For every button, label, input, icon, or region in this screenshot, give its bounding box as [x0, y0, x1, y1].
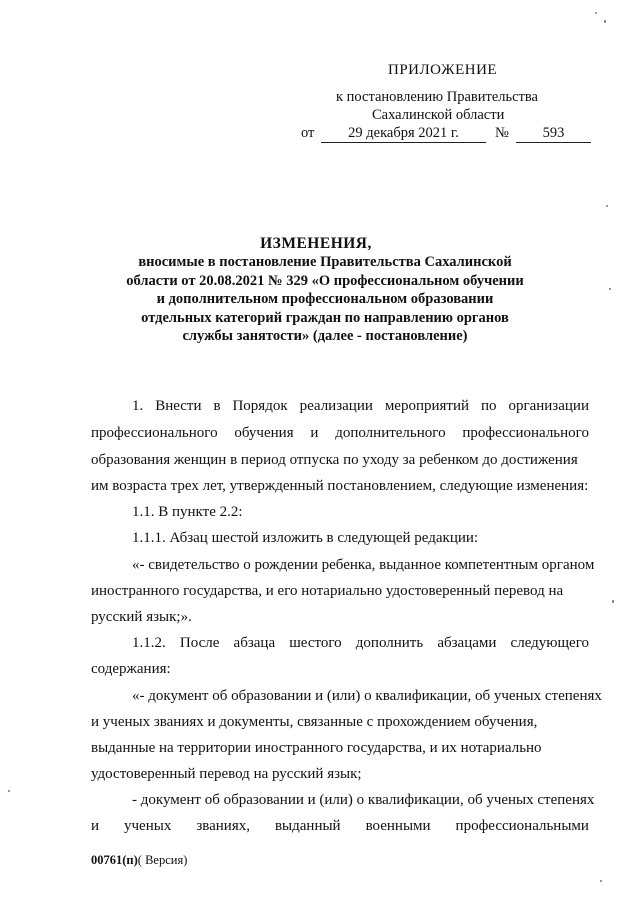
- word: дополнительного: [335, 425, 446, 441]
- body-line: «- документ об образовании и (или) о квалификации, об ученых степенях: [132, 688, 602, 704]
- changes-subtitle: [120, 253, 530, 346]
- word: Внести: [155, 398, 202, 414]
- scan-speck: [612, 600, 614, 603]
- body-line: [91, 425, 589, 442]
- body-line: [132, 635, 589, 652]
- word: реализации: [299, 398, 373, 414]
- word: 1.1.2.: [132, 635, 166, 651]
- word: профессионального: [462, 425, 589, 441]
- word: в: [213, 398, 221, 414]
- body-line: им возраста трех лет, утвержденный постановлением, следующие изменения:: [91, 478, 589, 494]
- scan-speck: [604, 20, 606, 23]
- word: по: [480, 398, 497, 414]
- word: и: [310, 425, 319, 441]
- subtitle-line: службы занятости» (далее - постановление): [182, 328, 468, 344]
- number-label: №: [495, 125, 509, 141]
- scan-speck: [8, 790, 10, 792]
- document-code-footer: [91, 853, 187, 868]
- word: абзаца: [233, 635, 276, 651]
- scan-speck: [595, 12, 597, 14]
- word: абзацами: [437, 635, 497, 651]
- document-version: ( Версия): [137, 853, 188, 867]
- scan-speck: [600, 880, 602, 882]
- word: профессиональными: [455, 818, 589, 834]
- word: следующего: [510, 635, 589, 651]
- appendix-region-line: Сахалинской области: [372, 107, 505, 123]
- scan-speck: [609, 288, 611, 290]
- word: организации: [508, 398, 589, 414]
- word: званиях,: [196, 818, 250, 834]
- word: выданный: [274, 818, 341, 834]
- word: дополнить: [355, 635, 424, 651]
- body-line: иностранного государства, и его нотариально удостоверенный перевод на: [91, 583, 564, 599]
- changes-heading: ИЗМЕНЕНИЯ,: [260, 235, 372, 252]
- word: Порядок: [232, 398, 288, 414]
- from-label: от: [301, 125, 315, 141]
- body-line: выданные на территории иностранного государства, и их нотариально: [91, 740, 542, 756]
- body-line: «- свидетельство о рождении ребенка, выданное компетентным органом: [132, 557, 595, 573]
- resolution-number: 593: [516, 125, 591, 143]
- body-line: [132, 398, 589, 415]
- resolution-date: 29 декабря 2021 г.: [321, 125, 486, 143]
- body-line: - документ об образовании и (или) о квалификации, об ученых степенях: [132, 792, 595, 808]
- appendix-resolution-line: к постановлению Правительства: [336, 89, 538, 105]
- word: ученых: [124, 818, 172, 834]
- appendix-date-number-line: [301, 125, 601, 145]
- body-line: удостоверенный перевод на русский язык;: [91, 766, 362, 782]
- word: мероприятий: [384, 398, 470, 414]
- subtitle-line: и дополнительном профессиональном образовании: [156, 291, 494, 307]
- body-line: содержания:: [91, 661, 171, 677]
- word: и: [91, 818, 100, 834]
- body-line: 1.1.1. Абзац шестой изложить в следующей редакции:: [132, 530, 479, 546]
- document-code: 00761(п): [91, 853, 138, 867]
- body-line: русский язык;».: [91, 609, 192, 625]
- word: После: [179, 635, 220, 651]
- word: обучения: [234, 425, 294, 441]
- word: профессионального: [91, 425, 218, 441]
- body-line: [91, 818, 589, 835]
- subtitle-line: области от 20.08.2021 № 329 «О профессиональном обучении: [126, 272, 524, 289]
- subtitle-line: отдельных категорий граждан по направлению органов: [141, 309, 509, 326]
- scan-speck: [606, 205, 608, 207]
- word: шестого: [289, 635, 342, 651]
- word: 1.: [132, 398, 144, 414]
- body-line: и ученых званиях и документы, связанные с прохождением обучения,: [91, 714, 538, 730]
- word: военными: [365, 818, 431, 834]
- appendix-title: ПРИЛОЖЕНИЕ: [388, 62, 498, 78]
- subtitle-line: вносимые в постановление Правительства Сахалинской: [138, 254, 512, 270]
- body-line: образования женщин в период отпуска по уходу за ребенком до достижения: [91, 452, 578, 468]
- body-line: 1.1. В пункте 2.2:: [132, 504, 243, 520]
